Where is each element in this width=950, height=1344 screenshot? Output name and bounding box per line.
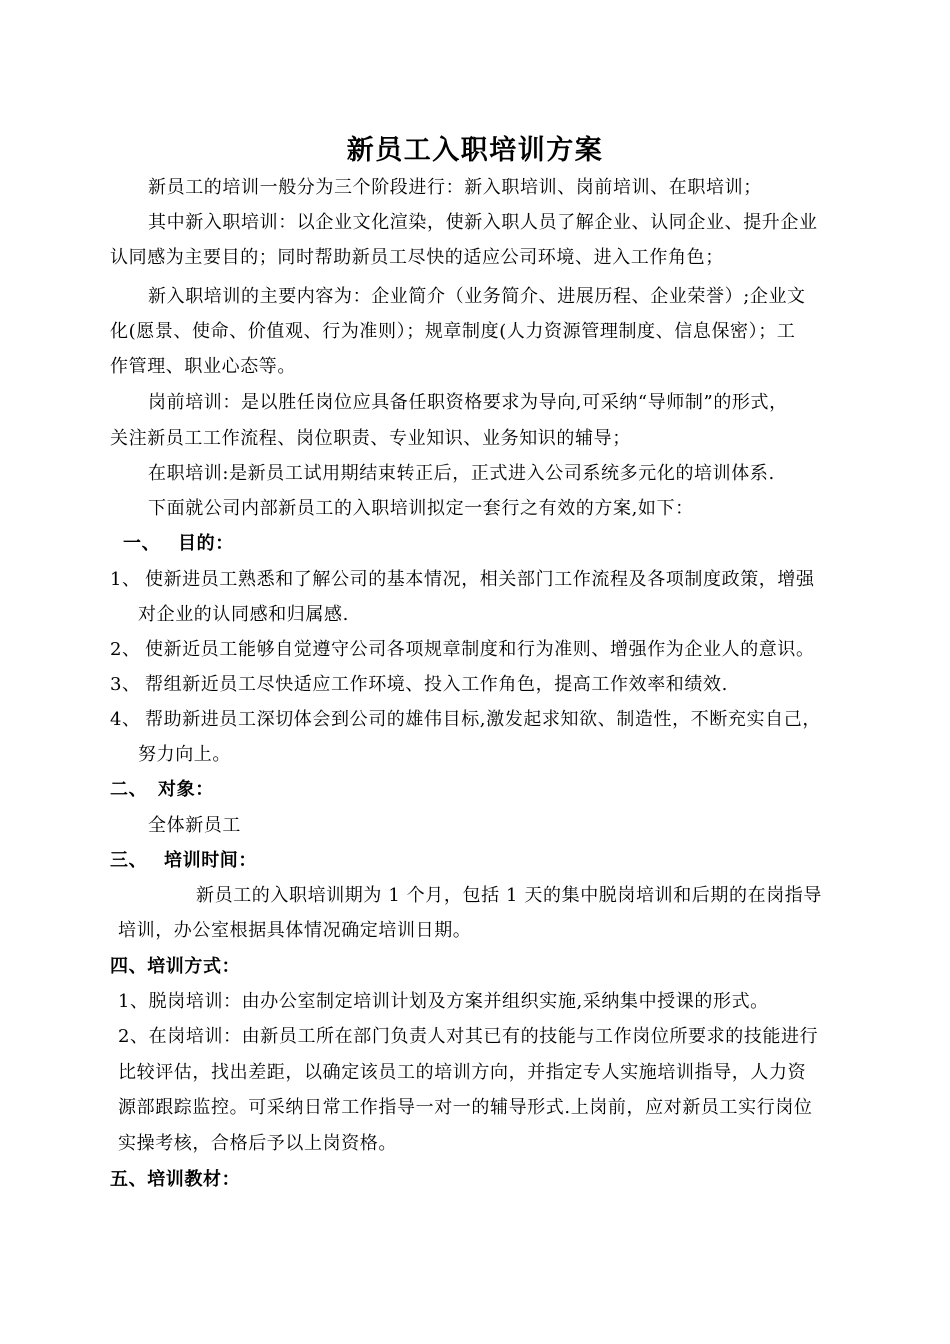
- intro-paragraph-5: 在职培训:是新员工试用期结束转正后，正式进入公司系统多元化的培训体系.: [148, 463, 775, 484]
- intro-paragraph-3-line-2: 化(愿景、使命、价值观、行为准则）；规章制度(人力资源管理制度、信息保密）；工: [110, 321, 796, 342]
- section-1-number: 一、: [123, 533, 161, 554]
- intro-paragraph-2-line-2: 认同感为主要目的；同时帮助新员工尽快的适应公司环境、进入工作角色；: [110, 247, 724, 268]
- section-2-heading: 对象：: [158, 779, 214, 800]
- section-3-body-line-2: 培训，办公室根据具体情况确定培训日期。: [118, 920, 472, 941]
- section-4-item-2-line-1: 2、在岗培训：由新员工所在部门负责人对其已有的技能与工作岗位所要求的技能进行: [118, 1026, 819, 1047]
- section-2-number: 二、: [110, 779, 148, 800]
- intro-paragraph-3-line-3: 作管理、职业心态等。: [110, 356, 296, 377]
- section-4-heading: 四、培训方式：: [110, 956, 241, 977]
- intro-paragraph-3-line-1: 新入职培训的主要内容为：企业简介（业务简介、进展历程、企业荣誉）;企业文: [148, 286, 806, 307]
- section-1-item-2-text: 使新近员工能够自觉遵守公司各项规章制度和行为准则、增强作为企业人的意识。: [145, 639, 815, 660]
- section-1-item-4-number: 4、: [110, 709, 141, 730]
- section-1-item-4-text: 帮助新进员工深切体会到公司的雄伟目标,激发起求知欲、制造性，不断充实自己，: [145, 709, 821, 730]
- section-3-body-line-1: 新员工的入职培训期为 1 个月，包括 1 天的集中脱岗培训和后期的在岗指导: [196, 885, 822, 906]
- section-5-heading: 五、培训教材：: [110, 1169, 241, 1190]
- section-4-item-2-line-3: 源部跟踪监控。可采纳日常工作指导一对一的辅导形式.上岗前，应对新员工实行岗位: [118, 1097, 813, 1118]
- section-2-body: 全体新员工: [148, 815, 241, 836]
- intro-paragraph-4-line-2: 关注新员工工作流程、岗位职责、专业知识、业务知识的辅导；: [110, 428, 631, 449]
- section-1-item-1-number: 1、: [110, 569, 141, 590]
- section-4-item-1: 1、脱岗培训：由办公室制定培训计划及方案并组织实施,采纳集中授课的形式。: [118, 991, 769, 1012]
- section-3-heading: 培训时间：: [164, 850, 257, 871]
- section-1-item-1-text-cont: 对企业的认同感和归属感.: [138, 604, 349, 625]
- section-3-number: 三、: [110, 850, 148, 871]
- intro-paragraph-1: 新员工的培训一般分为三个阶段进行：新入职培训、岗前培训、在职培训；: [148, 177, 762, 198]
- section-1-heading: 目的：: [178, 533, 234, 554]
- section-4-item-2-line-2: 比较评估，找出差距，以确定该员工的培训方向，并指定专人实施培训指导，人力资: [118, 1062, 807, 1083]
- section-1-item-4-text-cont: 努力向上。: [138, 744, 231, 765]
- section-4-item-2-line-4: 实操考核，合格后予以上岗资格。: [118, 1133, 397, 1154]
- section-1-item-2-number: 2、: [110, 639, 141, 660]
- document-title: 新员工入职培训方案: [346, 135, 604, 166]
- intro-paragraph-6: 下面就公司内部新员工的入职培训拟定一套行之有效的方案,如下：: [148, 498, 694, 519]
- section-1-item-3-text: 帮组新近员工尽快适应工作环境、投入工作角色，提高工作效率和绩效.: [145, 674, 728, 695]
- section-1-item-1-text: 使新进员工熟悉和了解公司的基本情况，相关部门工作流程及各项制度政策，增强: [145, 569, 815, 590]
- intro-paragraph-4-line-1: 岗前培训：是以胜任岗位应具备任职资格要求为导向,可采纳“导师制”的形式，: [148, 392, 788, 413]
- intro-paragraph-2-line-1: 其中新入职培训：以企业文化渲染，使新入职人员了解企业、认同企业、提升企业: [148, 212, 818, 233]
- section-1-item-3-number: 3、: [110, 674, 141, 695]
